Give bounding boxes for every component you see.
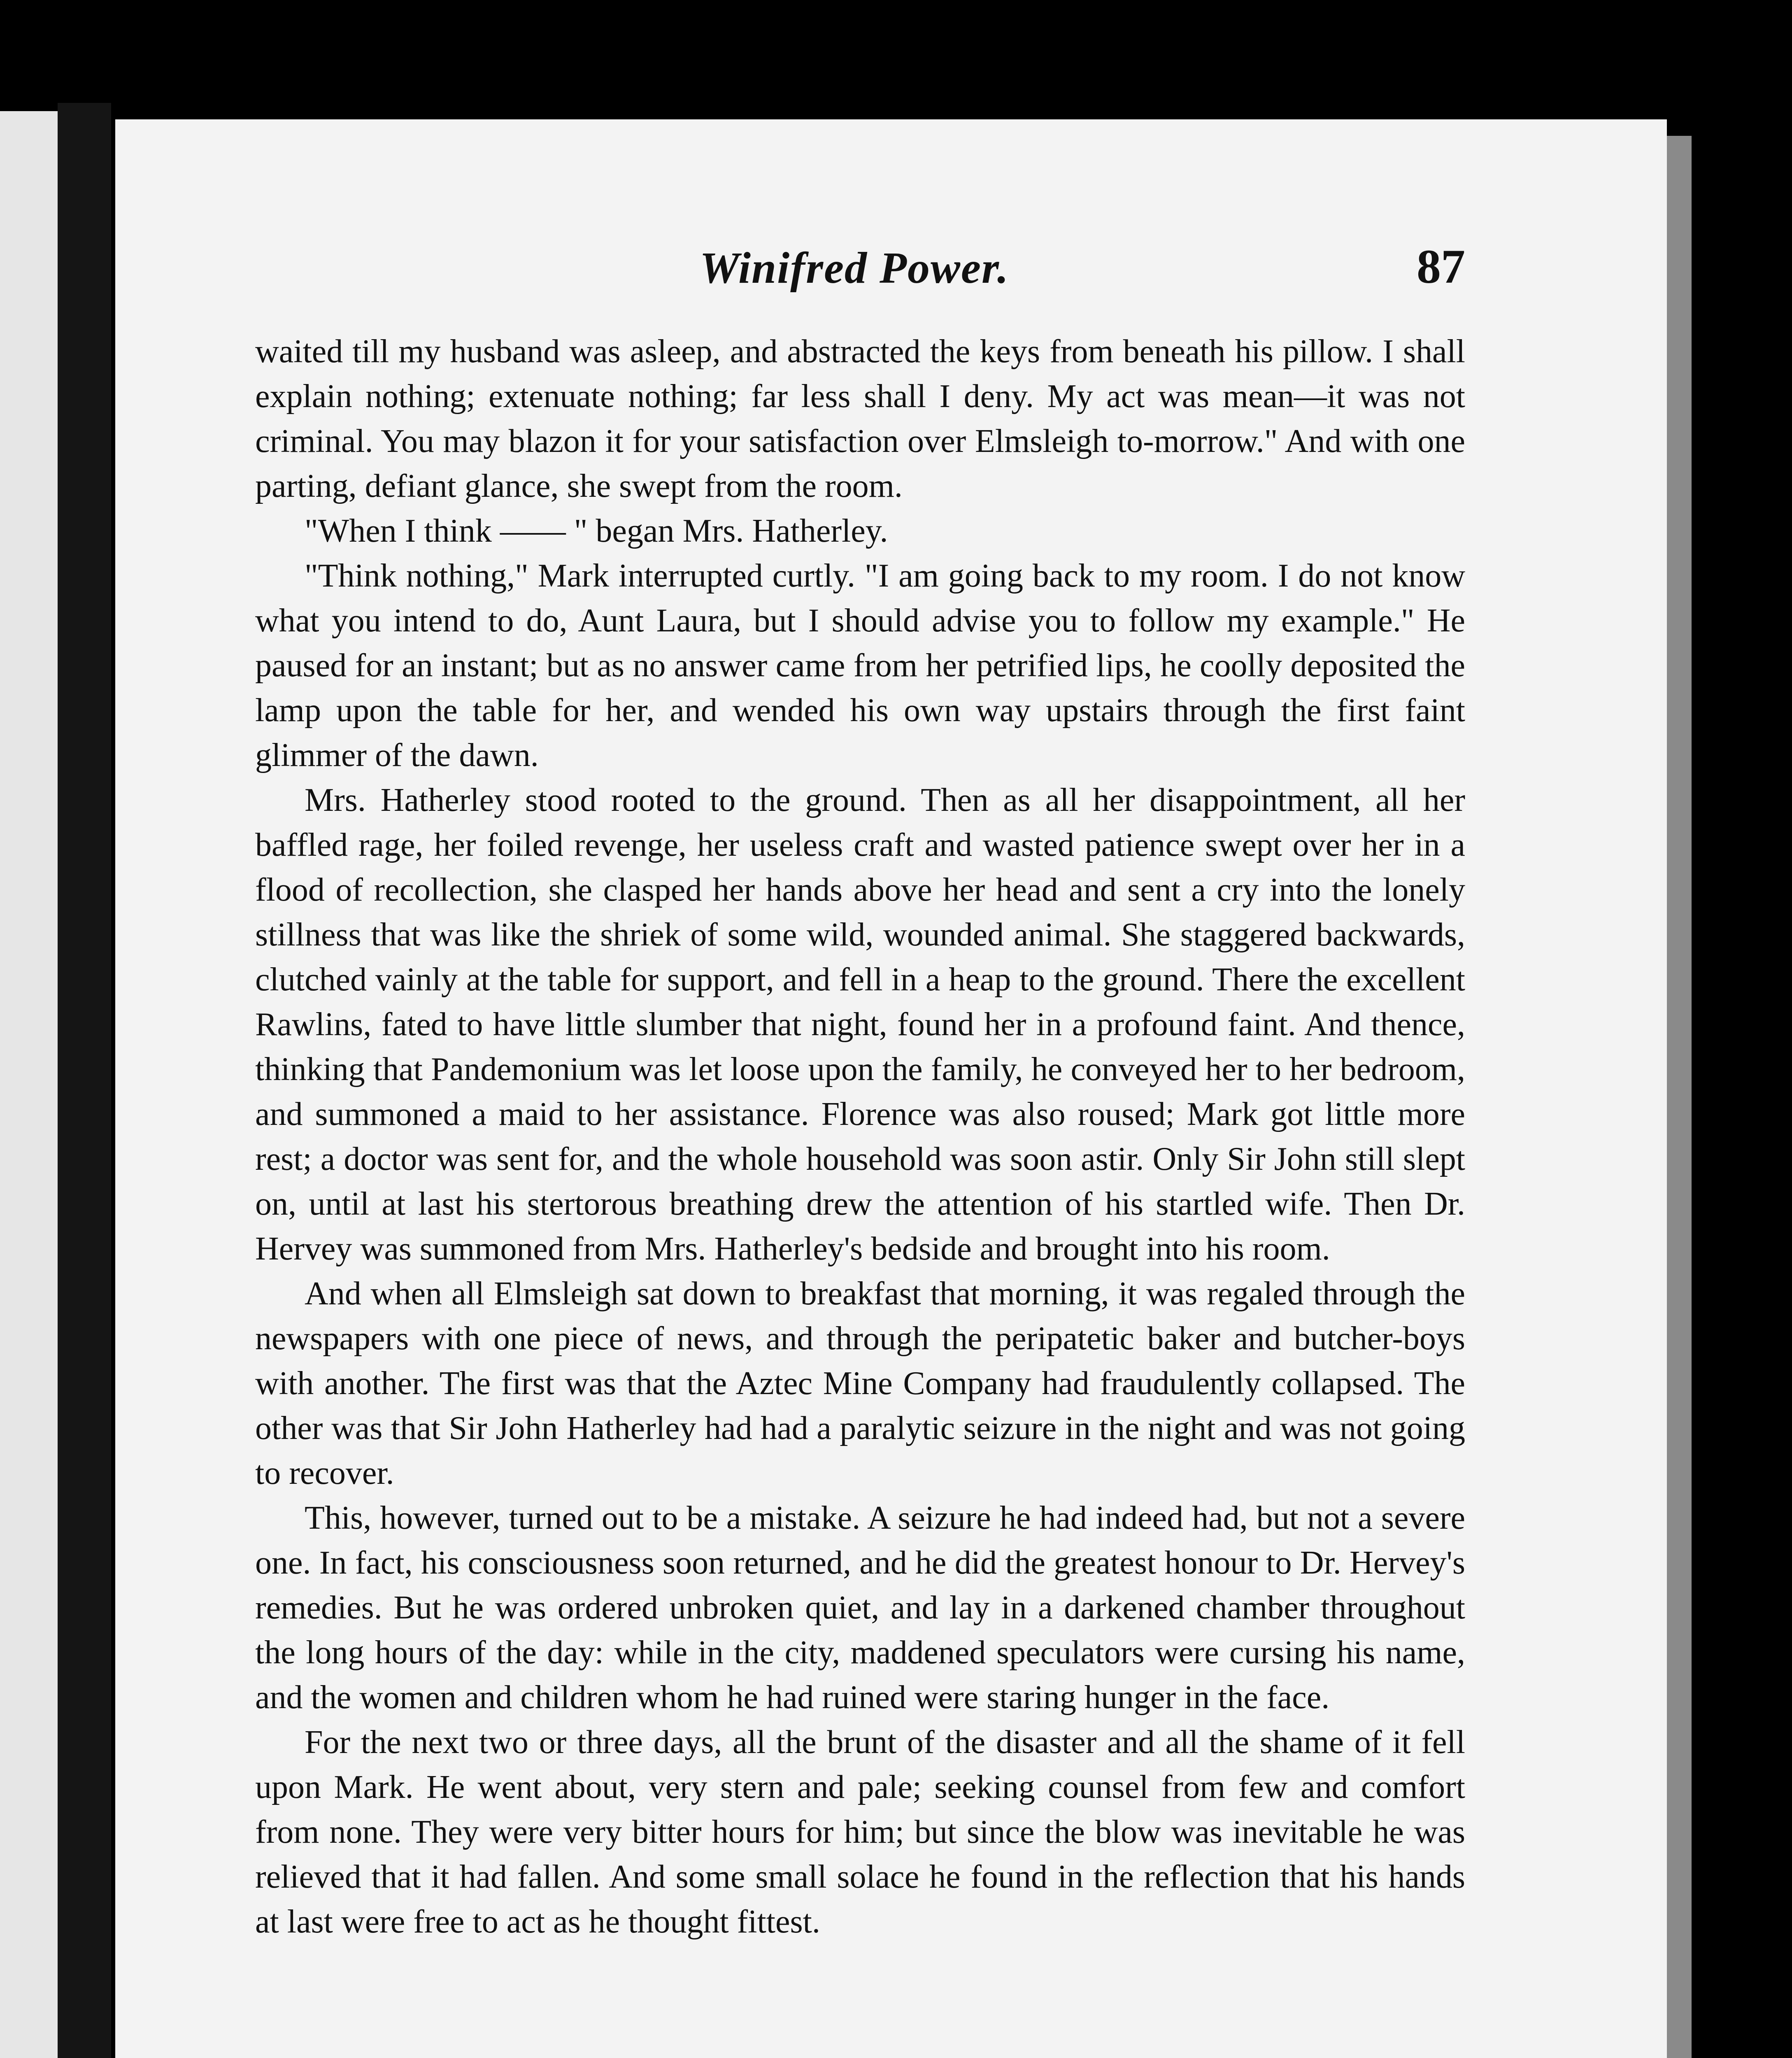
page-body <box>255 329 1465 1944</box>
facing-page-edge <box>0 111 58 2058</box>
paragraph: And when all Elmsleigh sat down to breakfast that morning, it was regaled through the newspapers with one piece of news, and through the peripatetic baker and butcher-boys with another. The first was that the Aztec Mine Company had fraudulently collapsed. The other was that Sir John Hatherley had had a paralytic seizure in the night and was not going to recover. <box>255 1276 1465 1491</box>
paragraph: This, however, turned out to be a mistake. A seizure he had indeed had, but not a severe one. In fact, his consciousness soon returned, and he did the greatest honour to Dr. Hervey's remedies. But he was ordered unbroken quiet, and lay in a darkened chamber throughout the long hours of the day: while in the city, maddened speculators were cursing his name, and the women and children whom he had ruined were staring hunger in the face. <box>255 1500 1465 1716</box>
paragraph: waited till my husband was asleep, and abstracted the keys from beneath his pillow. I shall explain nothing; extenuate nothing; far less shall I deny. My act was mean—it was not criminal. You may blazon it for your satisfaction over Elmsleigh to-morrow." And with one parting, defiant glance, she swept from the room. <box>255 333 1465 504</box>
running-title: Winifred Power. <box>700 244 1010 293</box>
page-number: 87 <box>1417 240 1465 293</box>
paragraph: For the next two or three days, all the brunt of the disaster and all the shame of it fell upon Mark. He went about, very stern and pale; seeking counsel from few and comfort from none. They were very bitter hours for him; but since the blow was inevitable he was relieved that it had fallen. And some small solace he found in the reflection that his hands at last were free to act as he thought fittest. <box>255 1724 1465 1940</box>
paragraph: "When I think —— " began Mrs. Hatherley. <box>305 513 888 549</box>
paragraph: "Think nothing," Mark interrupted curtly. "I am going back to my room. I do not know what you intend to do, Aunt Laura, but I should advise you to follow my example." He paused for an instant; but as no answer came from her petrified lips, he coolly deposited the lamp upon the table for her, and wended his own way upstairs through the first faint glimmer of the dawn. <box>255 558 1465 773</box>
paragraph: Mrs. Hatherley stood rooted to the ground. Then as all her disappointment, all her baffled rage, her foiled revenge, her useless craft and wasted patience swept over her in a flood of recollection, she clasped her hands above her head and sent a cry into the lonely stillness that was like the shriek of some wild, wounded animal. She staggered backwards, clutched vainly at the table for support, and fell in a heap to the ground. There the excellent Rawlins, fated to have little slumber that night, found her in a profound faint. And thence, thinking that Pandemonium was let loose upon the family, he conveyed her to her bedroom, and summoned a maid to her assistance. Florence was also roused; Mark got little more rest; a doctor was sent for, and the whole household was soon astir. Only Sir John still slept on, until at last his stertorous breathing drew the attention of his startled wife. Then Dr. Hervey was summoned from Mrs. Hatherley's bedside and brought into his room. <box>255 782 1465 1267</box>
page-header <box>700 240 1465 309</box>
book-gutter <box>58 103 111 2058</box>
